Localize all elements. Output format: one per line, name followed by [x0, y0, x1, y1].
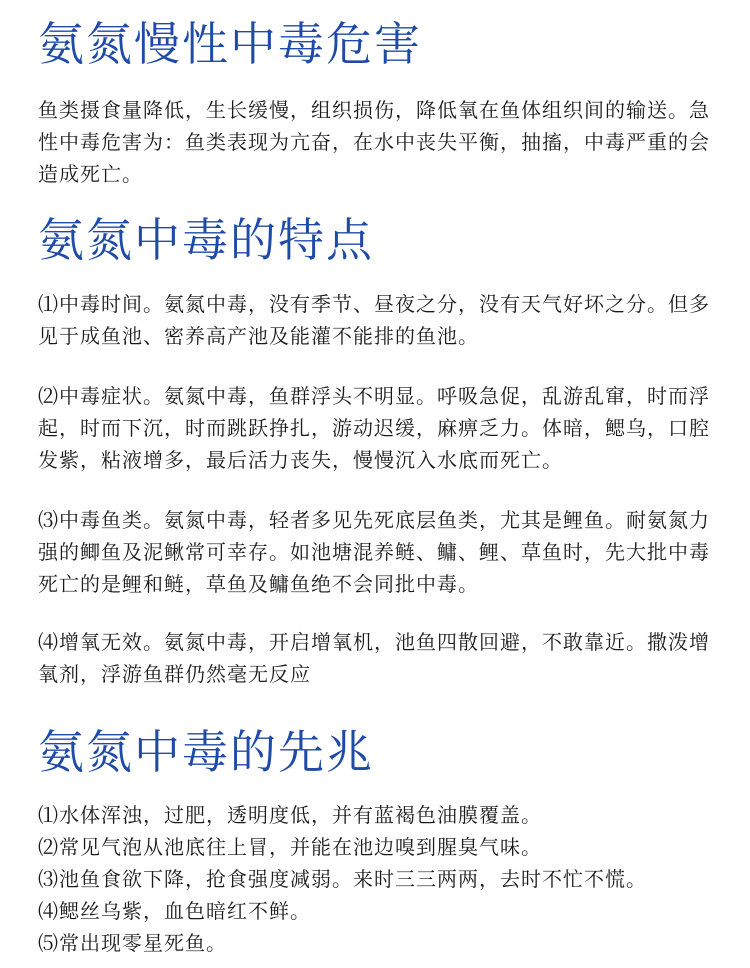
list-item-sign-4: ⑷鳃丝乌紫，血色暗红不鲜。: [38, 899, 311, 923]
list-item-sign-5: ⑸常出现零星死鱼。: [38, 931, 227, 955]
list-item-sign-1: ⑴水体浑浊，过肥，透明度低，并有蓝褐色油膜覆盖。: [38, 803, 542, 827]
list-item-sign-2: ⑵常见气泡从池底往上冒，并能在池边嗅到腥臭气味。: [38, 835, 542, 859]
heading-chronic-harm: 氨氮慢性中毒危害: [38, 17, 422, 71]
paragraph-poisoned-fish-species: ⑶中毒鱼类。氨氮中毒，轻者多见先死底层鱼类，尤其是鲤鱼。耐氨氮力强的鲫鱼及泥鳅常可幸存。如池塘混养鲢、鳙、鲤、草鱼时，先大批中毒死亡的是鲤和鲢，草鱼及鳙鱼绝不会同批中毒。: [38, 508, 710, 596]
list-item-sign-3: ⑶池鱼食欲下降，抢食强度减弱。来时三三两两，去时不忙不慌。: [38, 867, 647, 891]
paragraph-oxygenation-ineffective: ⑷增氧无效。氨氮中毒，开启增氧机，池鱼四散回避，不敢靠近。撒泼增氧剂，浮游鱼群仍然毫无反应: [38, 630, 710, 686]
heading-poisoning-signs: 氨氮中毒的先兆: [38, 725, 374, 779]
paragraph-chronic-harm: 鱼类摄食量降低，生长缓慢，组织损伤，降低氧在鱼体组织间的输送。急性中毒危害为：鱼类表现为亢奋，在水中丧失平衡，抽搐，中毒严重的会造成死亡。: [38, 98, 710, 186]
paragraph-poisoning-time: ⑴中毒时间。氨氮中毒，没有季节、昼夜之分，没有天气好坏之分。但多见于成鱼池、密养高产池及能灌不能排的鱼池。: [38, 292, 710, 348]
paragraph-poisoning-symptoms: ⑵中毒症状。氨氮中毒，鱼群浮头不明显。呼吸急促，乱游乱窜，时而浮起，时而下沉，时而跳跃挣扎，游动迟缓，麻痹乏力。体暗，鳃乌，口腔发紫，粘液增多，最后活力丧失，慢慢沉入水底而死亡。: [38, 384, 710, 472]
heading-poisoning-features: 氨氮中毒的特点: [38, 213, 374, 267]
